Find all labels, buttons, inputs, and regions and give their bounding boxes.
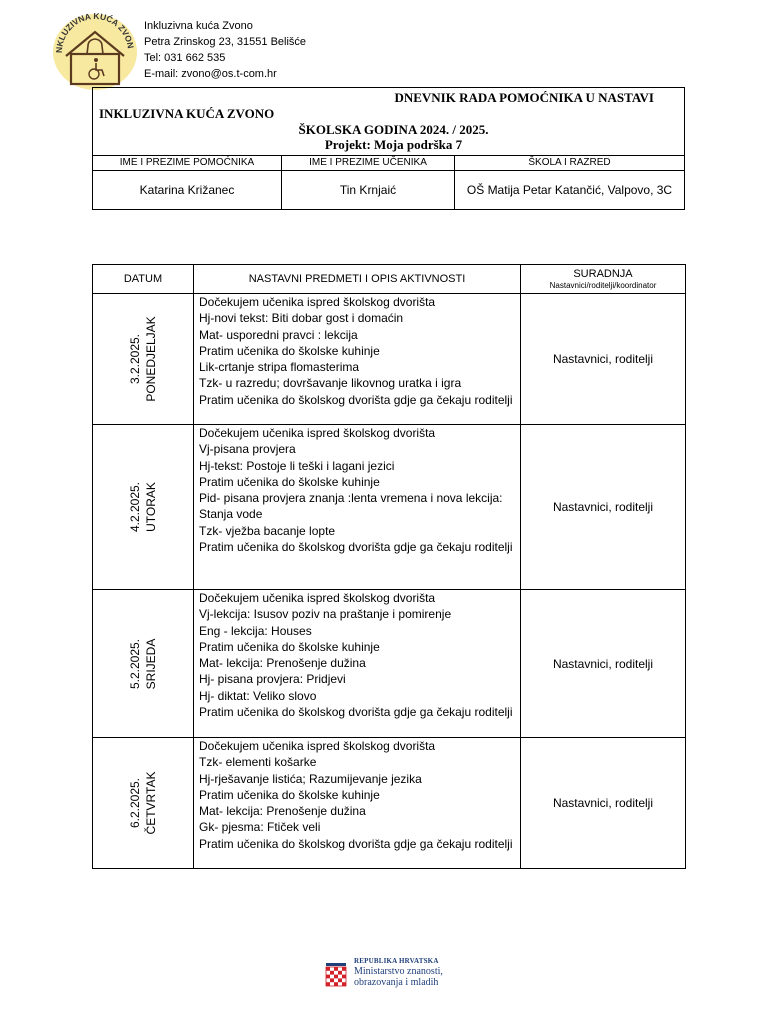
croatian-coat-of-arms-icon xyxy=(324,958,348,988)
activity-line: Tzk- vježba bacanje lopte xyxy=(199,523,336,538)
activity-line: Dočekujem učenika ispred školskog dvorišta xyxy=(199,739,436,753)
student-name: Tin Krnjaić xyxy=(282,171,455,209)
activity-line: Pratim učenika do školske kuhinje xyxy=(199,787,380,802)
activity-line: Mat- lekcija: Prenošenje dužina xyxy=(199,656,366,671)
activity-line: Dočekujem učenika ispred školskog dvorišta xyxy=(199,591,436,605)
organization-address: Petra Zrinskog 23, 31551 Belišće xyxy=(144,36,307,48)
activity-line: Pratim učenika do školskog dvorišta gdje ga čekaju roditelji xyxy=(199,705,513,720)
ministry-name-line2: obrazovanja i mladih xyxy=(354,977,439,988)
activity-line: Hj-rješavanje listića; Razumijevanje jezika xyxy=(199,771,422,786)
school-year: ŠKOLSKA GODINA 2024. / 2025. xyxy=(298,122,489,137)
activity-line: Tzk- elementi košarke xyxy=(199,755,317,770)
cooperation-column-header xyxy=(521,265,686,294)
ministry-name-line1: Ministarstvo znanosti, xyxy=(354,966,443,977)
date-column-header: DATUM xyxy=(93,265,194,294)
project-name: Projekt: Moja podrška 7 xyxy=(324,137,463,152)
diary-info-table xyxy=(92,87,685,210)
row-date: 3.2.2025. xyxy=(128,333,142,385)
activity-line: Tzk- u razredu; dovršavanje likovnog uratka i igra xyxy=(199,376,462,391)
ministry-footer xyxy=(324,956,464,990)
date-cell xyxy=(93,425,194,590)
activity-line: Pratim učenika do školskog dvorišta gdje ga čekaju roditelji xyxy=(199,836,513,851)
table-header-row xyxy=(93,265,686,294)
activities-cell xyxy=(194,425,521,590)
activity-line: Dočekujem učenika ispred školskog dvorišta xyxy=(199,295,436,309)
cooperation-cell: Nastavnici, roditelji xyxy=(521,738,686,869)
logo-text: NKLUZIVNA KUĆA ZVON xyxy=(53,10,136,54)
activity-line: Mat- usporedni pravci : lekcija xyxy=(199,327,358,342)
activity-line: Pid- pisana provjera znanja :lenta vremena i nova lekcija: Stanja vode xyxy=(199,491,503,522)
activity-line: Hj-novi tekst: Biti dobar gost i domaćin xyxy=(199,311,404,326)
table-row xyxy=(93,425,686,590)
organization-info xyxy=(144,18,306,82)
row-day: PONEDJELJAK xyxy=(144,316,158,402)
table-row xyxy=(93,738,686,869)
diary-title-block xyxy=(93,88,684,156)
organization-name: Inkluzivna kuća Zvono xyxy=(144,20,253,32)
table-row xyxy=(93,590,686,738)
row-date: 5.2.2025. xyxy=(128,638,142,689)
activity-line: Vj-lekcija: Isusov poziv na praštanje i pomirenje xyxy=(199,607,452,622)
row-day: ČETVRTAK xyxy=(144,771,158,835)
activity-line: Hj-tekst: Postoje li teški i lagani jezici xyxy=(199,458,395,473)
school-name: OŠ Matija Petar Katančić, Valpovo, 3C xyxy=(466,183,673,197)
cooperation-cell: Nastavnici, roditelji xyxy=(521,590,686,738)
ministry-country: REPUBLIKA HRVATSKA xyxy=(354,957,439,965)
date-cell xyxy=(93,294,194,425)
row-date: 4.2.2025. xyxy=(128,481,142,533)
activities-cell xyxy=(194,590,521,738)
row-date: 6.2.2025. xyxy=(128,777,142,829)
diary-title: DNEVNIK RADA POMOĆNIKA U NASTAVI xyxy=(394,90,654,105)
activity-line: Hj- diktat: Veliko slovo xyxy=(199,688,317,703)
table-row xyxy=(93,294,686,425)
activity-line: Dočekujem učenika ispred školskog dvorišta xyxy=(199,426,436,440)
activity-line: Mat- lekcija: Prenošenje dužina xyxy=(199,804,366,819)
assistant-header: IME I PREZIME POMOĆNIKA xyxy=(93,156,282,171)
date-cell xyxy=(93,590,194,738)
activities-column-header: NASTAVNI PREDMETI I OPIS AKTIVNOSTI xyxy=(194,265,521,294)
activity-log-table xyxy=(92,264,686,869)
cooperation-header-title: SURADNJA xyxy=(573,267,633,280)
row-day: SRIJEDA xyxy=(144,638,158,689)
activity-line: Vj-pisana provjera xyxy=(199,442,296,457)
cooperation-cell: Nastavnici, roditelji xyxy=(521,425,686,590)
organization-phone: Tel: 031 662 535 xyxy=(144,52,226,64)
cooperation-header-subtitle: Nastavnici/roditelji/koordinator xyxy=(549,280,657,290)
activities-cell xyxy=(194,738,521,869)
row-day: UTORAK xyxy=(144,482,158,532)
date-cell xyxy=(93,738,194,869)
organization-title: INKLUZIVNA KUĆA ZVONO xyxy=(99,106,275,121)
organization-email: E-mail: zvono@os.t-com.hr xyxy=(144,68,277,80)
activity-line: Pratim učenika do školskog dvorišta gdje ga čekaju roditelji xyxy=(199,540,513,555)
cooperation-cell: Nastavnici, roditelji xyxy=(521,294,686,425)
activity-line: Pratim učenika do školske kuhinje xyxy=(199,474,380,489)
organization-logo xyxy=(52,10,138,90)
activity-line: Lik-crtanje stripa flomasterima xyxy=(199,360,360,375)
activity-line: Pratim učenika do školske kuhinje xyxy=(199,639,380,654)
activities-cell xyxy=(194,294,521,425)
school-header: ŠKOLA I RAZRED xyxy=(455,156,684,171)
activity-line: Pratim učenika do školske kuhinje xyxy=(199,343,380,358)
student-header: IME I PREZIME UČENIKA xyxy=(282,156,455,171)
activity-line: Pratim učenika do školskog dvorišta gdje ga čekaju roditelji xyxy=(199,392,513,407)
assistant-name: Katarina Križanec xyxy=(93,171,282,209)
activity-line: Hj- pisana provjera: Pridjevi xyxy=(199,672,346,687)
activity-line: Gk- pjesma: Ftiček veli xyxy=(199,820,321,835)
activity-line: Eng - lekcija: Houses xyxy=(199,623,312,638)
